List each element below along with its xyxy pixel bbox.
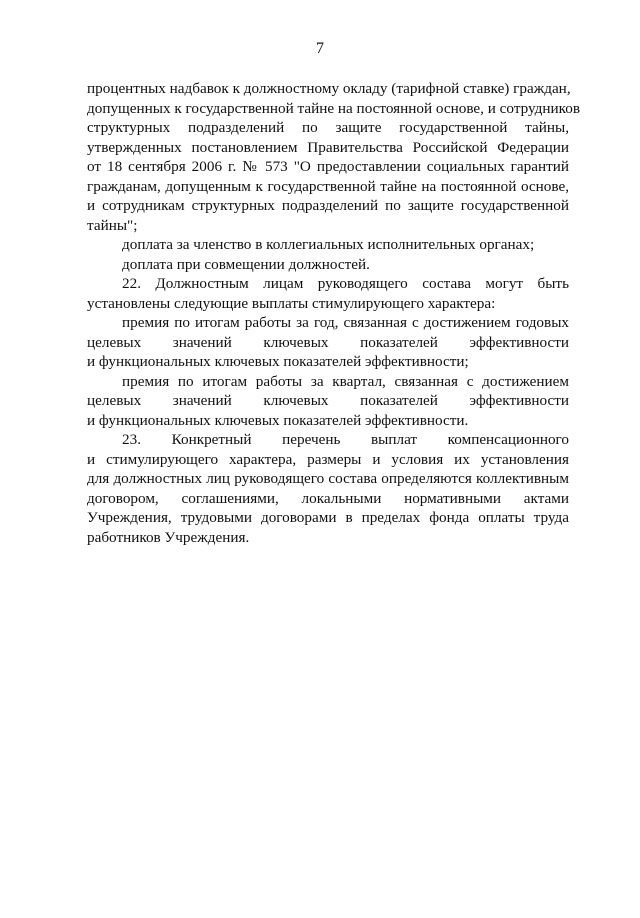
text-line: установлены следующие выплаты стимулирующего характера: — [87, 294, 496, 312]
text-line: целевых значений ключевых показателей эффективности — [87, 392, 569, 409]
text-line: допущенных к государственной тайне на постоянной основе, и сотрудников — [87, 99, 581, 117]
text-line: и функциональных ключевых показателей эффективности. — [87, 411, 469, 429]
page-number: 7 — [316, 40, 324, 57]
text-line: 22. Должностным лицам руководящего состава могут быть — [122, 275, 569, 292]
text-line: процентных надбавок к должностному окладу (тарифной ставке) граждан, — [87, 80, 571, 97]
text-line: доплата за членство в коллегиальных исполнительных органах; — [122, 236, 535, 253]
document-body — [87, 79, 581, 547]
text-line: целевых значений ключевых показателей эффективности — [87, 333, 569, 351]
text-line: премия по итогам работы за квартал, связанная с достижением — [122, 372, 569, 390]
text-line: и сотрудникам структурных подразделений по защите государственной — [87, 197, 569, 214]
text-line: 23. Конкретный перечень выплат компенсационного — [122, 431, 569, 448]
text-line: от 18 сентября 2006 г. № 573 "О предоставлении социальных гарантий — [87, 158, 569, 175]
text-line: премия по итогам работы за год, связанная с достижением годовых — [122, 314, 569, 331]
text-line: для должностных лиц руководящего состава определяются коллективным — [87, 470, 569, 487]
text-line: Учреждения, трудовыми договорами в пределах фонда оплаты труда — [87, 509, 569, 526]
text-line: и стимулирующего характера, размеры и условия их установления — [87, 450, 569, 468]
text-line: структурных подразделений по защите государственной тайны, — [87, 119, 569, 136]
text-line: работников Учреждения. — [87, 528, 250, 546]
text-line: гражданам, допущенным к государственной тайне на постоянной основе, — [87, 177, 569, 195]
text-line: и функциональных ключевых показателей эффективности; — [87, 353, 469, 370]
text-line: договором, соглашениями, локальными нормативными актами — [87, 489, 569, 507]
text-line: тайны"; — [87, 216, 138, 234]
text-line: доплата при совмещении должностей. — [122, 255, 370, 273]
text-line: утвержденных постановлением Правительства Российской Федерации — [87, 138, 569, 156]
